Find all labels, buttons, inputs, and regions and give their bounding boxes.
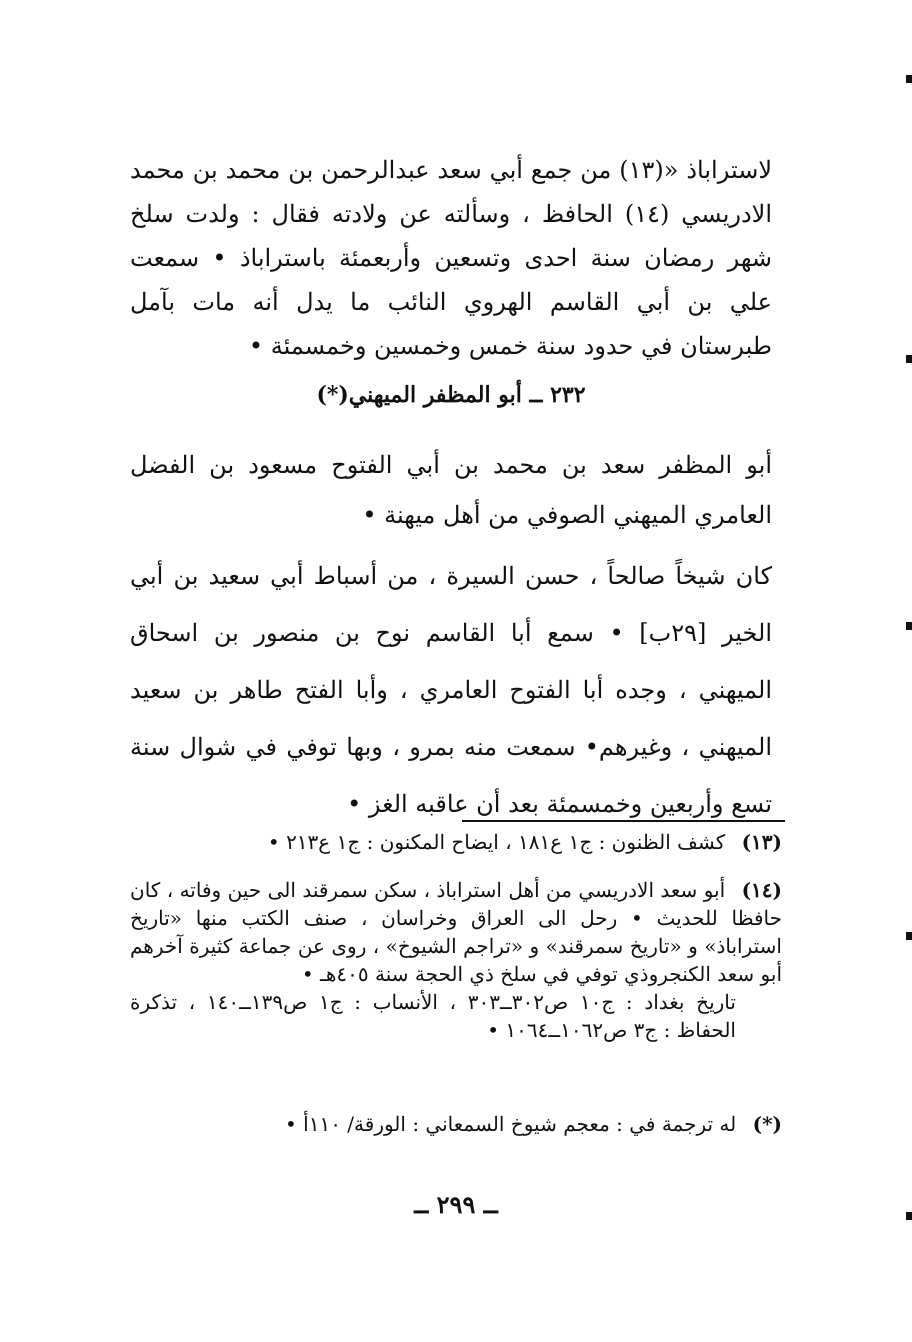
page-number: ــ ٢٩٩ ــ	[414, 1190, 498, 1219]
footnote-number: (*)	[752, 1112, 782, 1136]
footnote-text: أبو سعد الادريسي من أهل استراباذ ، سكن سمرقند الى حين وفاته ، كان حافظا للحديث • رحل الى العراق وخراسان ، صنف الكتب منها «تاريخ استراباذ» و «تاريخ سمرقند» و «تراجم الشيوخ» ، روى عن جماعة كثيرة آخرهم أبو سعد الكنجروذي توفي في سلخ ذي الحجة سنة ٤٠٥هـ •	[130, 878, 782, 986]
footnote-text: له ترجمة في : معجم شيوخ السمعاني : الورقة/ ١١٠أ •	[284, 1112, 737, 1136]
continuation-paragraph: لاستراباذ «(١٣) من جمع أبي سعد عبدالرحمن بن محمد بن محمد الادريسي (١٤) الحافظ ، وسألته عن ولادته فقال : ولدت سلخ شهر رمضان سنة احدى وتسعين وأربعمئة باستراباذ • سمعت علي بن أبي القاسم الهروي النائب ما يدل أنه مات بآمل طبرستان في حدود سنة خمس وخمسين وخمسمئة •	[130, 156, 773, 360]
entry-heading: ٢٣٢ ــ أبو المظفر الميهني(*)	[316, 382, 586, 408]
footnote-star	[130, 1110, 782, 1138]
scan-edge-mark	[906, 355, 912, 363]
footnote-text: كشف الظنون : ج١ ع١٨١ ، ايضاح المكنون : ج١ ع٢١٣ •	[267, 830, 726, 854]
entry-bio-paragraph: كان شيخاً صالحاً ، حسن السيرة ، من أسباط أبي سعيد بن أبي الخير [٢٩ب] • سمع أبا القاسم نوح بن منصور بن اسحاق الميهني ، وجده أبا الفتوح العامري ، وأبا الفتح طاهر بن سعيد الميهني ، وغيرهم• سمعت منه بمرو ، وبها توفي في شوال سنة تسع وأربعين وخمسمئة بعد أن عاقبه الغز •	[130, 562, 772, 818]
footnote-references: تاريخ بغداد : ج١٠ ص٣٠٢ــ٣٠٣ ، الأنساب : ج١ ص١٣٩ــ١٤٠ ، تذكرة الحفاظ : ج٣ ص١٠٦٢ــ١٠٦٤ •	[130, 990, 736, 1042]
entry-intro-paragraph: أبو المظفر سعد بن محمد بن أبي الفتوح مسعود بن الفضل العامري الميهني الصوفي من أهل ميهنة •	[130, 451, 772, 529]
footnote-divider	[462, 820, 785, 822]
scan-edge-mark	[906, 1212, 912, 1220]
footnote-number: (١٣)	[741, 830, 782, 854]
scan-edge-mark	[906, 75, 912, 83]
scan-edge-mark	[906, 622, 912, 630]
scan-edge-mark	[906, 932, 912, 940]
footnote-14	[130, 876, 782, 1044]
footnote-13	[130, 828, 782, 856]
footnote-number: (١٤)	[741, 878, 782, 902]
